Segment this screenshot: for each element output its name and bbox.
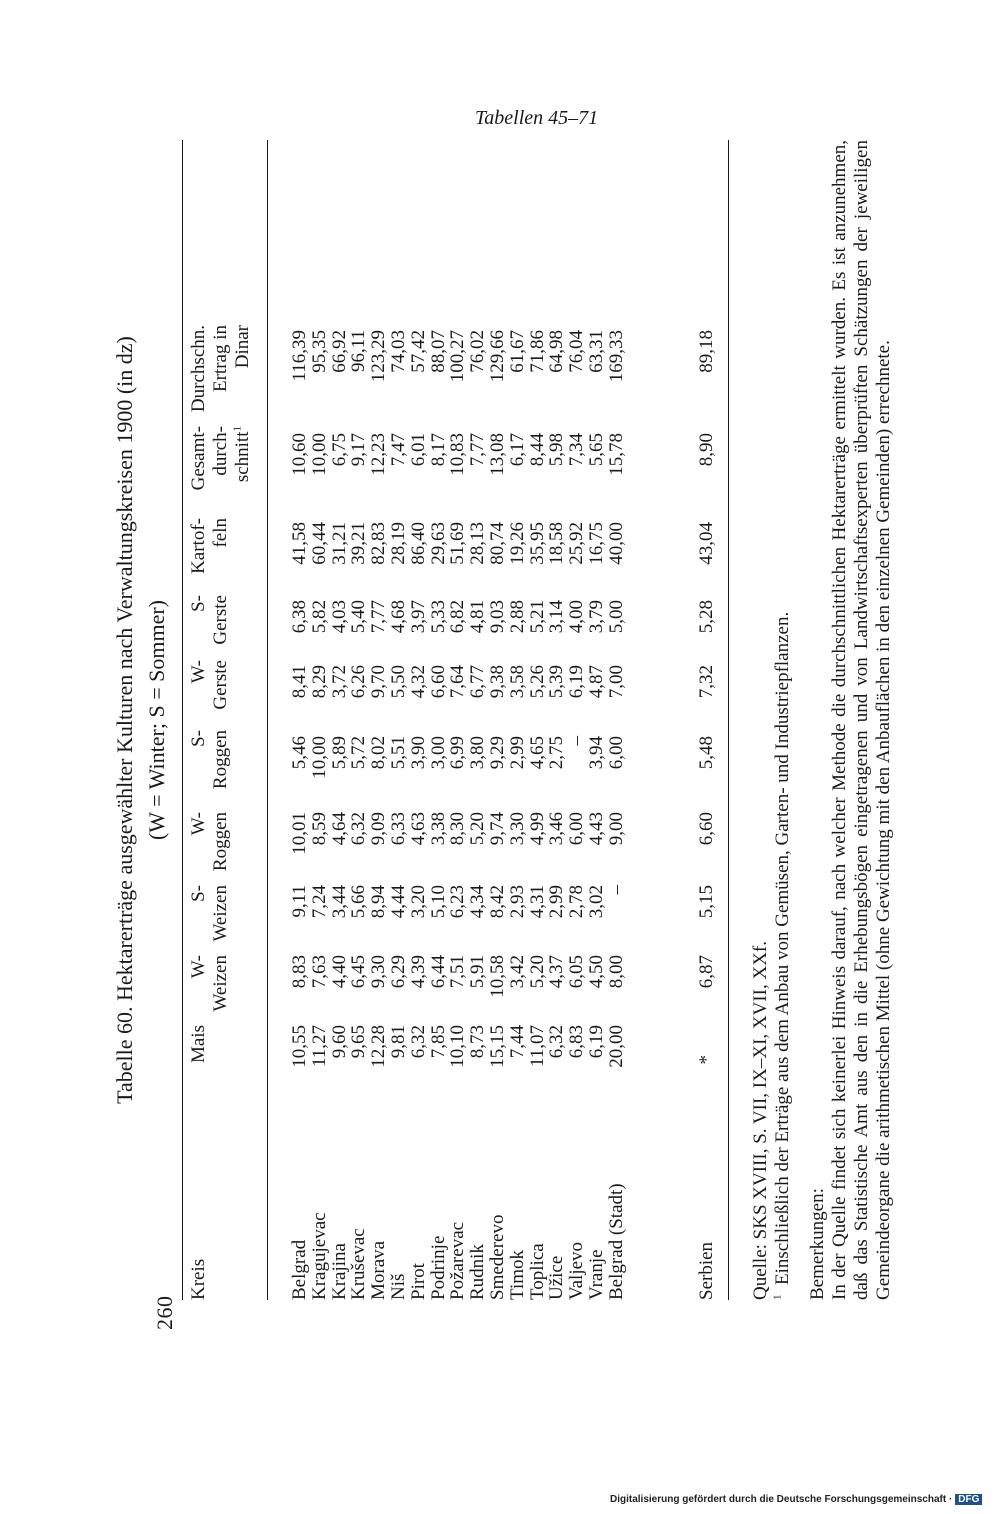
cell-w-gerste: 3,58	[506, 665, 528, 699]
cell-ertrag: 88,07	[427, 330, 449, 373]
cell-gesamt: 12,23	[368, 433, 390, 476]
header-s-gerste: S- Gerste	[188, 595, 231, 645]
cell-mais: 7,85	[427, 1025, 449, 1059]
cell-kartoffeln: 80,74	[486, 522, 508, 565]
total-gesamt: 8,90	[696, 433, 717, 467]
cell-ertrag: 76,04	[566, 330, 588, 373]
cell-mais: 10,55	[289, 1025, 310, 1068]
cell-ertrag: 116,39	[289, 330, 310, 382]
cell-kartoffeln: 60,44	[308, 522, 330, 565]
header-rule	[267, 140, 268, 1300]
total-s-roggen: 5,48	[696, 736, 717, 770]
rotated-table-block	[100, 140, 910, 1300]
cell-w-weizen: 6,44	[427, 955, 449, 989]
cell-w-weizen: 8,83	[289, 955, 310, 989]
column-s-gerste	[290, 600, 627, 655]
cell-s-weizen: 8,42	[486, 885, 508, 919]
cell-s-gerste: 4,68	[387, 600, 409, 634]
cell-s-roggen: 2,75	[546, 736, 568, 770]
column-kartoffeln	[290, 522, 627, 590]
cell-s-weizen: –	[605, 885, 627, 895]
cell-kreis: Rudnik	[467, 1244, 489, 1300]
cell-gesamt: 5,98	[546, 433, 568, 467]
cell-kartoffeln: 29,63	[427, 522, 449, 565]
cell-ertrag: 100,27	[447, 330, 469, 383]
cell-s-weizen: 5,10	[427, 885, 449, 919]
table-bottom-rule	[728, 140, 729, 1300]
cell-w-gerste: 5,50	[387, 665, 409, 699]
cell-w-gerste: 9,70	[368, 665, 390, 699]
cell-w-weizen: 5,20	[526, 955, 548, 989]
cell-kartoffeln: 19,26	[506, 522, 528, 565]
column-gesamt	[290, 433, 627, 508]
cell-kreis: Podrinje	[427, 1235, 449, 1300]
cell-gesamt: 6,75	[328, 433, 350, 467]
cell-s-weizen: 6,23	[447, 885, 469, 919]
cell-w-weizen: 9,30	[368, 955, 390, 989]
cell-ertrag: 95,35	[308, 330, 330, 373]
cell-ertrag: 57,42	[407, 330, 429, 373]
table-top-rule	[182, 140, 183, 1300]
cell-w-weizen: 5,91	[467, 955, 489, 989]
header-mais: Mais	[188, 1025, 209, 1063]
cell-kreis: Vranje	[585, 1249, 607, 1300]
cell-kartoffeln: 31,21	[328, 522, 350, 565]
cell-w-roggen: 8,59	[308, 812, 330, 846]
cell-w-gerste: 7,64	[447, 665, 469, 699]
cell-ertrag: 74,03	[387, 330, 409, 373]
cell-kreis: Užice	[546, 1255, 568, 1300]
cell-s-weizen: 4,31	[526, 885, 548, 919]
header-w-roggen: W- Roggen	[188, 812, 231, 872]
cell-kreis: Belgrad	[289, 1239, 310, 1300]
cell-s-roggen: 5,89	[328, 736, 350, 770]
column-kreis	[290, 1120, 627, 1300]
cell-ertrag: 64,98	[546, 330, 568, 373]
cell-s-weizen: 9,11	[289, 885, 310, 918]
column-w-roggen	[290, 812, 627, 880]
cell-s-weizen: 3,20	[407, 885, 429, 919]
total-kreis: Serbien	[696, 1241, 717, 1300]
cell-s-gerste: 4,03	[328, 600, 350, 634]
cell-kreis: Timok	[506, 1250, 528, 1300]
cell-w-weizen: 6,29	[387, 955, 409, 989]
cell-w-gerste: 7,00	[605, 665, 627, 699]
total-kartoffeln: 43,04	[696, 522, 717, 565]
header-s-roggen: S- Roggen	[188, 730, 231, 790]
cell-gesamt: 7,34	[566, 433, 588, 467]
cell-s-weizen: 3,02	[585, 885, 607, 919]
cell-s-weizen: 8,94	[368, 885, 390, 919]
header-kartoffeln: Kartof- feln	[188, 518, 231, 574]
cell-w-weizen: 7,51	[447, 955, 469, 989]
cell-gesamt: 6,17	[506, 433, 528, 467]
total-s-gerste: 5,28	[696, 600, 717, 634]
cell-mais: 9,81	[387, 1025, 409, 1059]
running-head: Tabellen 45–71	[475, 107, 599, 129]
cell-s-roggen: 5,72	[348, 736, 370, 770]
cell-kartoffeln: 28,13	[467, 522, 489, 565]
table-subtitle: (W = Winter; S = Sommer)	[144, 599, 169, 841]
total-w-weizen: 6,87	[696, 955, 717, 989]
table-notes	[750, 140, 895, 1300]
remarks-text: In der Quelle findet sich keinerlei Hinweis darauf, nach welcher Methode die durchschnittlichen Hektarerträge ermittelt wurden. Es ist anzunehmen, daß das Statistische Amt aus den in die Erhebungsbögen eingetragenen und von Landwirtschaftsexperten überprüften Schätzungen der jeweiligen Gemeindeorgane die arithmetischen Mittel (ohne Gewichtung mit den Anbauflächen in den einzelnen Gemeinden) errechnete.	[829, 140, 894, 1300]
header-s-weizen: S- Weizen	[188, 885, 231, 942]
cell-mais: 9,65	[348, 1025, 370, 1059]
cell-ertrag: 76,02	[467, 330, 489, 373]
cell-gesamt: 9,17	[348, 433, 370, 467]
column-mais	[290, 1025, 627, 1110]
cell-kreis: Morava	[368, 1240, 390, 1300]
cell-kartoffeln: 35,95	[526, 522, 548, 565]
cell-kartoffeln: 16,75	[585, 522, 607, 565]
cell-w-roggen: 6,32	[348, 812, 370, 846]
cell-mais: 9,60	[328, 1025, 350, 1059]
cell-s-roggen: 4,65	[526, 736, 548, 770]
cell-w-gerste: 6,77	[467, 665, 489, 699]
cell-gesamt: 10,60	[289, 433, 310, 476]
cell-gesamt: 10,83	[447, 433, 469, 476]
cell-w-roggen: 3,38	[427, 812, 449, 846]
cell-s-weizen: 7,24	[308, 885, 330, 919]
cell-kartoffeln: 28,19	[387, 522, 409, 565]
cell-mais: 8,73	[467, 1025, 489, 1059]
cell-s-gerste: 3,79	[585, 600, 607, 634]
cell-w-weizen: 4,40	[328, 955, 350, 989]
cell-mais: 11,27	[308, 1025, 330, 1068]
cell-w-gerste: 8,41	[289, 665, 310, 699]
column-w-weizen	[290, 955, 627, 1020]
cell-s-weizen: 2,93	[506, 885, 528, 919]
cell-w-weizen: 6,05	[566, 955, 588, 989]
column-w-gerste	[290, 665, 627, 725]
cell-w-roggen: 9,00	[605, 812, 627, 846]
cell-kreis: Krajina	[328, 1243, 350, 1300]
cell-mais: 11,07	[526, 1025, 548, 1068]
cell-kreis: Toplica	[526, 1243, 548, 1300]
header-kreis: Kreis	[188, 1258, 209, 1300]
cell-mais: 6,83	[566, 1025, 588, 1059]
cell-s-weizen: 5,66	[348, 885, 370, 919]
cell-mais: 10,10	[447, 1025, 469, 1068]
cell-kartoffeln: 51,69	[447, 522, 469, 565]
cell-kreis: Niš	[387, 1273, 409, 1300]
cell-w-weizen: 4,39	[407, 955, 429, 989]
cell-kartoffeln: 39,21	[348, 522, 370, 565]
cell-w-roggen: 4,43	[585, 812, 607, 846]
source-line: Quelle: SKS XVIII, S. VII, IX–XI, XVII, XXf.	[750, 940, 771, 1300]
cell-s-roggen: 5,51	[387, 736, 409, 770]
cell-s-roggen: 3,94	[585, 736, 607, 770]
column-s-roggen	[290, 736, 627, 808]
dfg-logo: DFG	[955, 1494, 982, 1505]
cell-s-gerste: 6,38	[289, 600, 310, 634]
cell-w-roggen: 6,00	[566, 812, 588, 846]
cell-w-gerste: 9,38	[486, 665, 508, 699]
cell-s-roggen: 3,00	[427, 736, 449, 770]
total-mais: *	[696, 1055, 717, 1065]
cell-ertrag: 169,33	[605, 330, 627, 383]
column-ertrag	[290, 330, 627, 420]
cell-gesamt: 10,00	[308, 433, 330, 476]
cell-kreis: Požarevac	[447, 1221, 469, 1300]
cell-gesamt: 13,08	[486, 433, 508, 476]
cell-mais: 20,00	[605, 1025, 627, 1068]
cell-kreis: Belgrad (Stadt)	[605, 1183, 627, 1300]
cell-w-weizen: 10,58	[486, 955, 508, 998]
cell-s-roggen: 3,80	[467, 736, 489, 770]
cell-kartoffeln: 40,00	[605, 522, 627, 565]
cell-gesamt: 15,78	[605, 433, 627, 476]
cell-w-weizen: 4,50	[585, 955, 607, 989]
cell-gesamt: 7,47	[387, 433, 409, 467]
cell-w-gerste: 5,39	[546, 665, 568, 699]
cell-kartoffeln: 86,40	[407, 522, 429, 565]
cell-s-weizen: 2,99	[546, 885, 568, 919]
total-w-gerste: 7,32	[696, 665, 717, 699]
cell-s-gerste: 4,00	[566, 600, 588, 634]
cell-s-gerste: 5,00	[605, 600, 627, 634]
cell-w-roggen: 9,09	[368, 812, 390, 846]
cell-s-gerste: 2,88	[506, 600, 528, 634]
cell-s-roggen: 9,29	[486, 736, 508, 770]
cell-w-gerste: 6,19	[566, 665, 588, 699]
cell-w-gerste: 3,72	[328, 665, 350, 699]
cell-s-roggen: 5,46	[289, 736, 310, 770]
cell-w-gerste: 6,60	[427, 665, 449, 699]
cell-w-roggen: 8,30	[447, 812, 469, 846]
cell-s-gerste: 5,82	[308, 600, 330, 634]
cell-w-weizen: 3,42	[506, 955, 528, 989]
cell-s-weizen: 4,44	[387, 885, 409, 919]
cell-kartoffeln: 18,58	[546, 522, 568, 565]
cell-w-roggen: 4,63	[407, 812, 429, 846]
cell-w-roggen: 6,33	[387, 812, 409, 846]
total-s-weizen: 5,15	[696, 885, 717, 919]
cell-s-weizen: 4,34	[467, 885, 489, 919]
cell-w-roggen: 4,64	[328, 812, 350, 846]
footnote: $^1$ Einschließlich der Erträge aus dem Anbau von Gemüsen, Garten- und Industriepflanzen.	[771, 611, 793, 1300]
column-s-weizen	[290, 885, 627, 950]
cell-kartoffeln: 41,58	[289, 522, 310, 565]
cell-s-gerste: 7,77	[368, 600, 390, 634]
cell-mais: 12,28	[368, 1025, 390, 1068]
cell-gesamt: 7,77	[467, 433, 489, 467]
cell-s-gerste: 3,14	[546, 600, 568, 634]
cell-mais: 7,44	[506, 1025, 528, 1059]
total-ertrag: 89,18	[696, 330, 717, 373]
page-number: 260	[152, 1295, 177, 1330]
table-title: Tabelle 60. Hektarerträge ausgewählter Kulturen nach Verwaltungskreisen 1900 (in dz)	[112, 336, 137, 1104]
cell-ertrag: 66,92	[328, 330, 350, 373]
cell-ertrag: 96,11	[348, 330, 370, 373]
cell-s-roggen: 2,99	[506, 736, 528, 770]
cell-mais: 6,32	[546, 1025, 568, 1059]
cell-ertrag: 71,86	[526, 330, 548, 373]
cell-kartoffeln: 82,83	[368, 522, 390, 565]
cell-s-roggen: –	[566, 736, 588, 746]
cell-mais: 15,15	[486, 1025, 508, 1068]
cell-kreis: Pirot	[407, 1263, 429, 1300]
cell-s-roggen: 3,90	[407, 736, 429, 770]
cell-w-roggen: 3,46	[546, 812, 568, 846]
cell-kreis: Valjevo	[566, 1241, 588, 1300]
cell-w-weizen: 4,37	[546, 955, 568, 989]
cell-gesamt: 8,17	[427, 433, 449, 467]
cell-s-roggen: 6,99	[447, 736, 469, 770]
cell-ertrag: 61,67	[506, 330, 528, 373]
header-w-gerste: W- Gerste	[188, 660, 231, 710]
cell-s-gerste: 5,21	[526, 600, 548, 634]
cell-w-weizen: 7,63	[308, 955, 330, 989]
cell-s-roggen: 10,00	[308, 736, 330, 779]
digitization-footer	[610, 1494, 982, 1505]
cell-w-weizen: 8,00	[605, 955, 627, 989]
cell-s-roggen: 8,02	[368, 736, 390, 770]
cell-kreis: Kragujevac	[308, 1212, 330, 1300]
cell-gesamt: 8,44	[526, 433, 548, 467]
cell-mais: 6,19	[585, 1025, 607, 1059]
cell-s-gerste: 4,81	[467, 600, 489, 634]
cell-w-roggen: 10,01	[289, 812, 310, 855]
cell-s-roggen: 6,00	[605, 736, 627, 770]
remarks-label: Bemerkungen:	[807, 1188, 828, 1300]
cell-w-roggen: 5,20	[467, 812, 489, 846]
header-w-weizen: W- Weizen	[188, 955, 231, 1012]
cell-s-gerste: 6,82	[447, 600, 469, 634]
cell-s-weizen: 2,78	[566, 885, 588, 919]
cell-ertrag: 129,66	[486, 330, 508, 383]
cell-w-gerste: 6,26	[348, 665, 370, 699]
cell-s-gerste: 5,33	[427, 600, 449, 634]
cell-w-weizen: 6,45	[348, 955, 370, 989]
cell-w-gerste: 5,26	[526, 665, 548, 699]
cell-w-gerste: 4,32	[407, 665, 429, 699]
cell-kartoffeln: 25,92	[566, 522, 588, 565]
cell-w-roggen: 9,74	[486, 812, 508, 846]
cell-s-weizen: 3,44	[328, 885, 350, 919]
cell-w-gerste: 8,29	[308, 665, 330, 699]
cell-s-gerste: 3,97	[407, 600, 429, 634]
cell-s-gerste: 5,40	[348, 600, 370, 634]
footer-text: Digitalisierung gefördert durch die Deutsche Forschungsgemeinschaft ·	[610, 1494, 953, 1505]
total-w-roggen: 6,60	[696, 812, 717, 846]
cell-kreis: Kruševac	[348, 1228, 370, 1300]
cell-w-gerste: 4,87	[585, 665, 607, 699]
cell-mais: 6,32	[407, 1025, 429, 1059]
cell-gesamt: 5,65	[585, 433, 607, 467]
cell-s-gerste: 9,03	[486, 600, 508, 634]
cell-kreis: Smederevo	[486, 1214, 508, 1300]
cell-gesamt: 6,01	[407, 433, 429, 467]
cell-ertrag: 123,29	[368, 330, 390, 383]
header-gesamt: Gesamt- durch- schnitt$^1$	[188, 426, 253, 491]
header-ertrag: Durchschn. Ertrag in Dinar	[188, 325, 253, 413]
cell-w-roggen: 4,99	[526, 812, 548, 846]
cell-ertrag: 63,31	[585, 330, 607, 373]
cell-w-roggen: 3,30	[506, 812, 528, 846]
